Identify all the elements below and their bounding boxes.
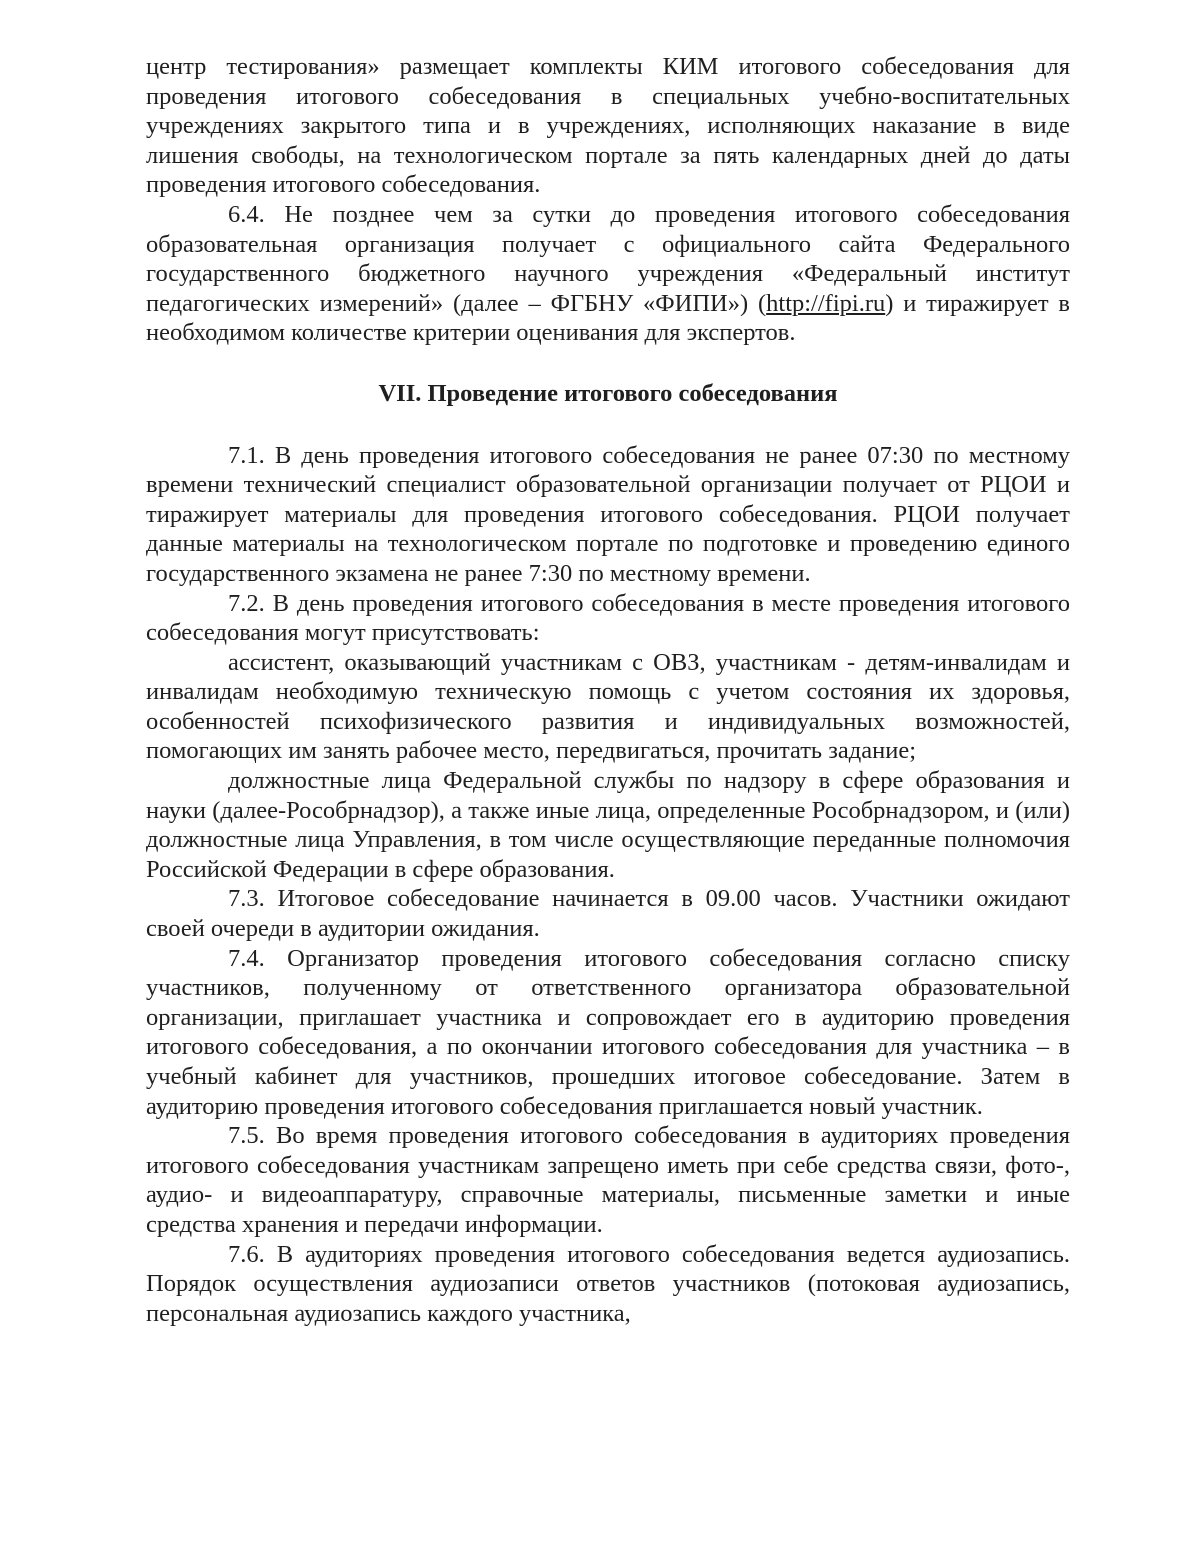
paragraph-7-1: 7.1. В день проведения итогового собеседования не ранее 07:30 по местному времени технический специалист образовательной организации получает от РЦОИ и тиражирует материалы для проведения итогового собеседования. РЦОИ получает данные материалы на технологическом портале по подготовке и проведению единого государственного экзамена не ранее 7:30 по местному времени. <box>146 441 1070 587</box>
paragraph-7-3: 7.3. Итоговое собеседование начинается в 09.00 часов. Участники ожидают своей очереди в аудитории ожидания. <box>146 885 1070 943</box>
paragraph-6-4-text-end: ) и тиражирует в необходимом количестве критерии оценивания для экспертов. <box>146 289 1070 347</box>
document-page <box>146 52 1070 1328</box>
paragraph-7-5: 7.5. Во время проведения итогового собеседования в аудиториях проведения итогового собеседования участникам запрещено иметь при себе средства связи, фото-, аудио- и видеоаппаратуру, справочные материалы, письменные заметки и иные средства хранения и передачи информации. <box>146 1122 1070 1238</box>
paragraph-7-4: 7.4. Организатор проведения итогового собеседования согласно списку участников, полученному от ответственного организатора образовательной организации, приглашает участника и сопровождает его в аудиторию проведения итогового собеседования, а по окончании итогового собеседования для участника – в учебный кабинет для участников, прошедших итоговое собеседование. Затем в аудиторию проведения итогового собеседования приглашается новый участник. <box>146 944 1070 1120</box>
paragraph-6-3-continuation: центр тестирования» размещает комплекты КИМ итогового собеседования для проведения итогового собеседования в специальных учебно-воспитательных учреждениях закрытого типа и в учреждениях, исполняющих наказание в виде лишения свободы, на технологическом портале за пять календарных дней до даты проведения итогового собеседования. <box>146 53 1070 199</box>
paragraph-6-4 <box>146 200 1070 348</box>
section-heading: VII. Проведение итогового собеседования <box>378 379 838 407</box>
paragraph-7-2: 7.2. В день проведения итогового собеседования в месте проведения итогового собеседования могут присутствовать: <box>146 589 1070 647</box>
fipi-link[interactable]: http://fipi.ru <box>766 289 886 317</box>
paragraph-7-6: 7.6. В аудиториях проведения итогового собеседования ведется аудиозапись. Порядок осуществления аудиозаписи ответов участников (потоковая аудиозапись, персональная аудиозапись каждого участника, <box>146 1240 1070 1327</box>
paragraph-assistant: ассистент, оказывающий участникам с ОВЗ, участникам - детям-инвалидам и инвалидам необходимую техническую помощь с учетом состояния их здоровья, особенностей психофизического развития и индивидуальных возможностей, помогающих им занять рабочее место, передвигаться, прочитать задание; <box>146 648 1070 765</box>
paragraph-6-4-text-start: 6.4. Не позднее чем за сутки до проведения итогового собеседования образовательная организация получает с официального сайта Федерального государственного бюджетного научного учреждения «Федеральный институт педагогических измерений» (далее – ФГБНУ «ФИПИ») ( <box>146 200 1070 317</box>
paragraph-officials: должностные лица Федеральной службы по надзору в сфере образования и науки (далее-Рособрнадзор), а также иные лица, определенные Рособрнадзором, и (или) должностные лица Управления, в том числе осуществляющие переданные полномочия Российской Федерации в сфере образования. <box>146 767 1070 883</box>
